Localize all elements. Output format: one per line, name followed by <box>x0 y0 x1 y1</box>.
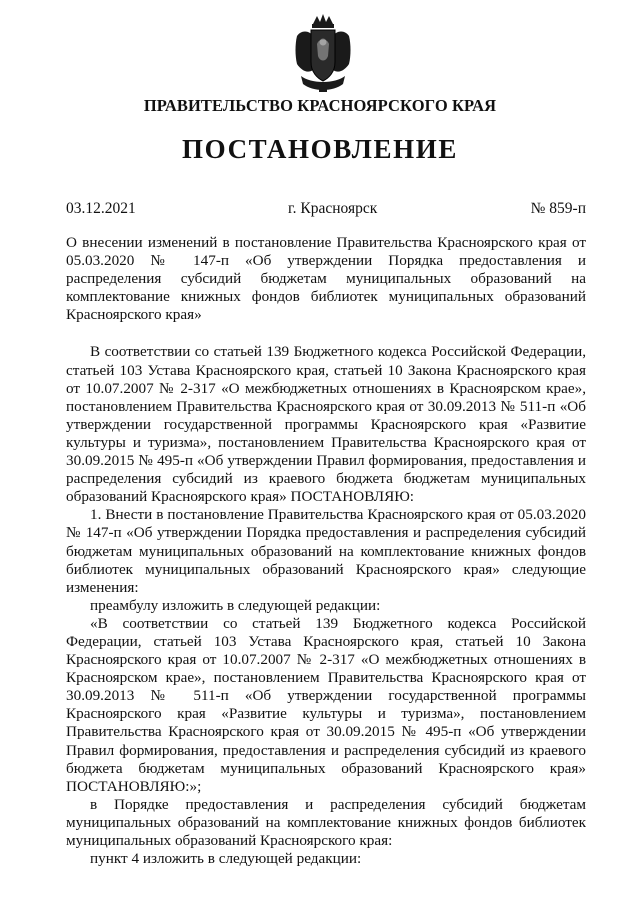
document-city: г. Красноярск <box>288 200 378 217</box>
government-title: ПРАВИТЕЛЬСТВО КРАСНОЯРСКОГО КРАЯ <box>143 96 497 115</box>
procedure-paragraph: в Порядке предоставления и распределения субсидий бюджетам муниципальных образований на комплектование книжных фондов библиотек муниципальных образований Красноярского края: <box>66 795 586 849</box>
preamble-instruction-paragraph: преамбулу изложить в следующей редакции: <box>90 596 381 614</box>
paragraph-gap <box>66 324 586 343</box>
document-body <box>66 234 586 868</box>
coat-of-arms-emblem-icon <box>293 14 353 94</box>
item-4-instruction-paragraph: пункт 4 изложить в следующей редакции: <box>90 850 362 868</box>
clause-1-paragraph: 1. Внести в постановление Правительства Красноярского края от 05.03.2020 № 147-п «Об утверждении Порядка предоставления и распределения субсидий бюджетам муниципальных образований на комплектование книжных фондов библиотек муниципальных образований Красноярского края» следующие изменения: <box>66 506 586 596</box>
document-meta-row <box>66 200 586 220</box>
document-type-title: ПОСТАНОВЛЕНИЕ <box>182 134 458 164</box>
document-number: № 859-п <box>530 200 586 217</box>
document-date: 03.12.2021 <box>66 200 136 217</box>
preamble-paragraph: В соответствии со статьей 139 Бюджетного кодекса Российской Федерации, статьей 103 Устава Красноярского края, статьей 10 Закона Красноярского края от 10.07.2007 № 2-317 «О межбюджетных отношениях в Красноярском крае», постановлением Правительства Красноярского края от 30.09.2013 № 511-п «Об утверждении государственной программы Красноярского края «Развитие культуры и туризма», постановлением Правительства Красноярского края от 30.09.2015 № 495-п «Об утверждении Правил формирования, предоставления и распределения субсидий из краевого бюджета бюджетам муниципальных образований Красноярского края» ПОСТАНОВЛЯЮ: <box>66 343 586 506</box>
new-preamble-paragraph: «В соответствии со статьей 139 Бюджетного кодекса Российской Федерации, статьей 103 Устава Красноярского края, статьей 10 Закона Красноярского края от 10.07.2007 № 2-317 «О межбюджетных отношениях в Красноярском крае», постановлением Правительства Красноярского края от 30.09.2013 № 511-п «Об утверждении государственной программы Красноярского края «Развитие культуры и туризма», постановлением Правительства Красноярского края от 30.09.2015 № 495-п «Об утверждении Правил формирования, предоставления и распределения субсидий из краевого бюджета бюджетам муниципальных образований Красноярского края» ПОСТАНОВЛЯЮ:»; <box>66 614 586 795</box>
subject-paragraph: О внесении изменений в постановление Правительства Красноярского края от 05.03.2020 № 147-п «Об утверждении Порядка предоставления и распределения субсидий бюджетам муниципальных образований на комплектование книжных фондов библиотек муниципальных образований Красноярского края» <box>66 234 586 324</box>
